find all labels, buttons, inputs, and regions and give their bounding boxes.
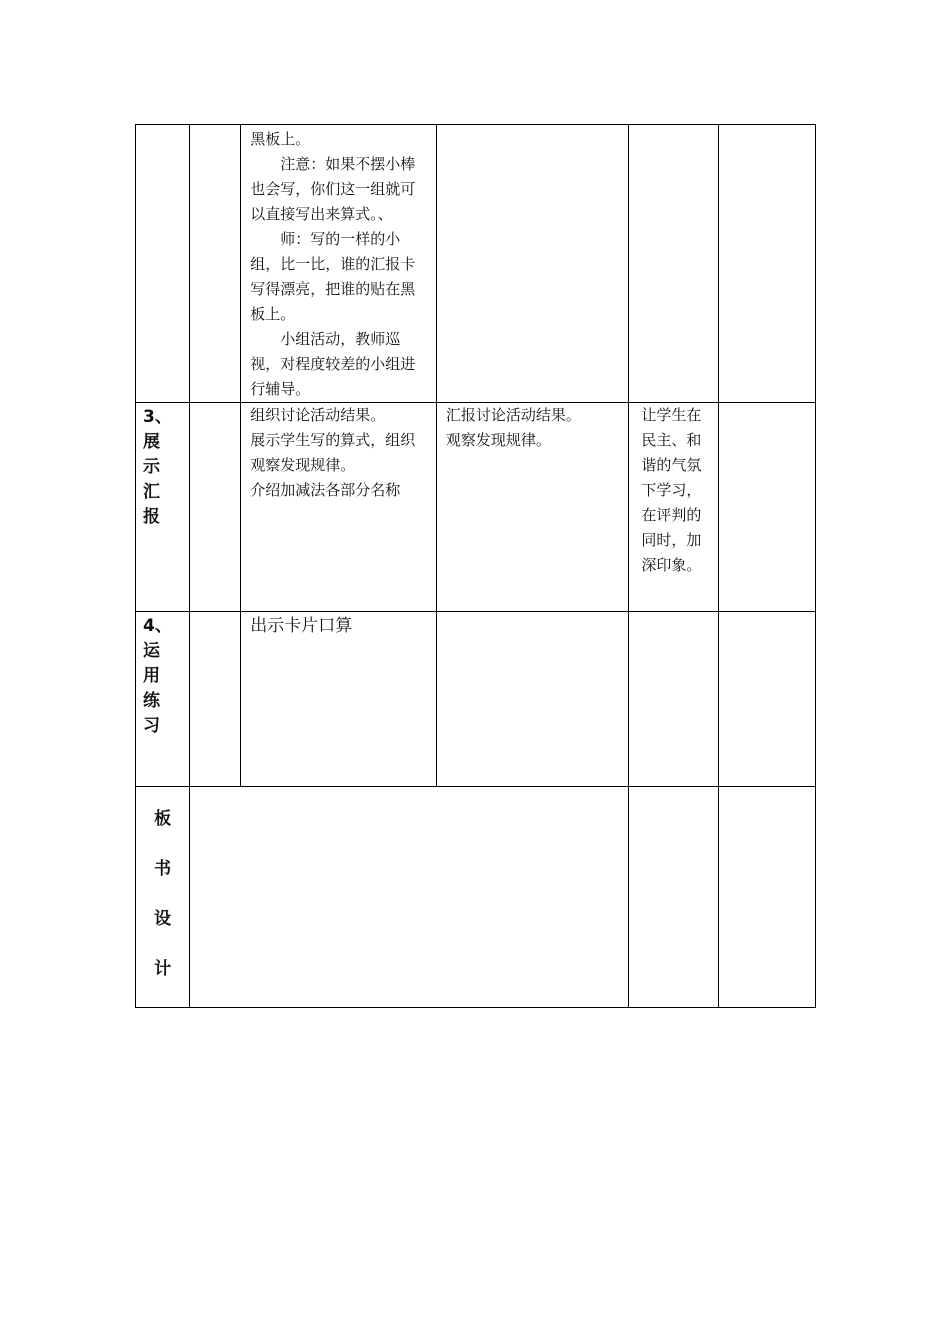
time-cell xyxy=(190,612,241,787)
teacher-line: 介绍加减法各部分名称 xyxy=(250,481,401,499)
teacher-line: 展示学生写的算式，组织观察发现规律。 xyxy=(250,431,416,474)
student-line: 观察发现规律。 xyxy=(445,431,551,449)
stage-label: 3、 展 示 汇 报 xyxy=(143,407,172,527)
student-line: 汇报讨论活动结果。 xyxy=(445,406,581,424)
design-intent-cell xyxy=(629,612,718,787)
note-cell xyxy=(718,125,815,403)
stage-label: 4、 运 用 练 习 xyxy=(143,616,172,736)
teacher-paragraph: 师：写的一样的小组，比一比，谁的汇报卡写得漂亮，把谁的贴在黑板上。 xyxy=(250,230,416,323)
design-intent-cell xyxy=(629,787,718,1008)
teacher-paragraph: 黑板上。 xyxy=(250,130,311,148)
student-activity-cell xyxy=(436,612,629,787)
stage-cell xyxy=(136,403,190,612)
board-label-cell xyxy=(136,787,190,1008)
table-row xyxy=(136,125,816,403)
time-cell xyxy=(190,125,241,403)
teacher-line: 出示卡片口算 xyxy=(250,616,353,636)
table-row xyxy=(136,403,816,612)
design-intent-cell xyxy=(629,403,718,612)
table-row xyxy=(136,612,816,787)
teacher-line: 组织讨论活动结果。 xyxy=(250,406,386,424)
board-design-content xyxy=(190,787,629,1008)
board-design-label: 板 书 设 计 xyxy=(154,809,172,979)
student-activity-cell xyxy=(436,125,629,403)
time-cell xyxy=(190,403,241,612)
teacher-activity-cell xyxy=(241,403,437,612)
note-cell xyxy=(718,403,815,612)
stage-cell xyxy=(136,612,190,787)
design-intent-cell xyxy=(629,125,718,403)
teacher-paragraph: 注意：如果不摆小棒也会写，你们这一组就可以直接写出来算式。、 xyxy=(250,155,416,223)
teacher-activity-cell xyxy=(241,612,437,787)
table-row xyxy=(136,787,816,1008)
note-cell xyxy=(718,787,815,1008)
note-cell xyxy=(718,612,815,787)
lesson-plan-table xyxy=(135,124,816,1008)
student-activity-cell xyxy=(436,403,629,612)
stage-cell xyxy=(136,125,190,403)
design-intent-text: 让学生在民主、和谐的气氛下学习，在评判的同时，加深印象。 xyxy=(641,406,702,574)
teacher-activity-cell xyxy=(241,125,437,403)
teacher-paragraph: 小组活动，教师巡视，对程度较差的小组进行辅导。 xyxy=(250,330,416,398)
